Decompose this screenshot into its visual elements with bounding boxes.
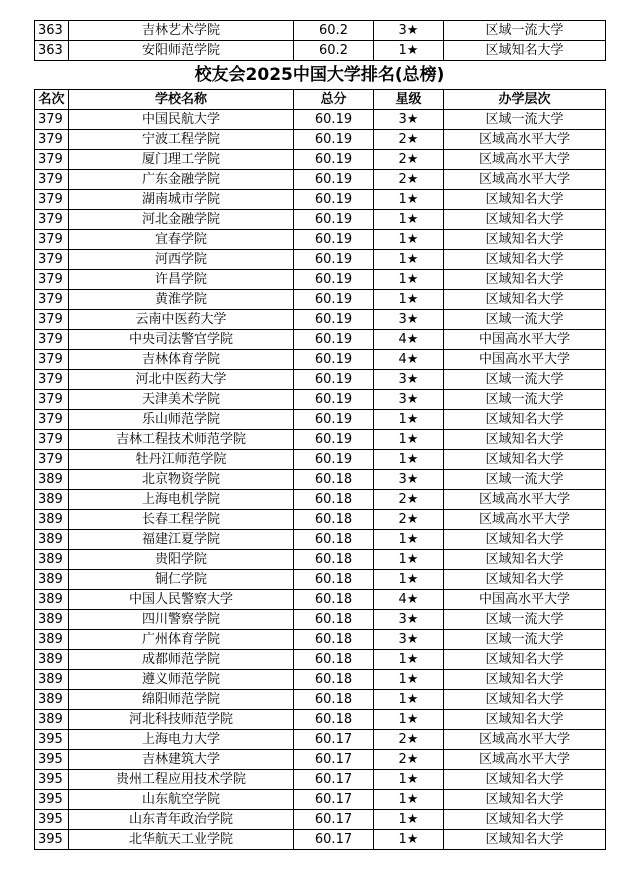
cell-school-name: 黄淮学院 bbox=[69, 290, 294, 310]
cell-rank: 395 bbox=[35, 730, 69, 750]
cell-level: 区域知名大学 bbox=[444, 770, 606, 790]
cell-level: 区域高水平大学 bbox=[444, 730, 606, 750]
cell-school-name: 河北中医药大学 bbox=[69, 370, 294, 390]
cell-school-name: 山东青年政治学院 bbox=[69, 810, 294, 830]
cell-stars: 1★ bbox=[374, 690, 444, 710]
table-row bbox=[35, 590, 606, 610]
cell-score: 60.19 bbox=[294, 150, 374, 170]
table-row bbox=[35, 470, 606, 490]
cell-rank: 379 bbox=[35, 370, 69, 390]
cell-level: 区域知名大学 bbox=[444, 410, 606, 430]
cell-level: 区域知名大学 bbox=[444, 830, 606, 850]
cell-school-name: 安阳师范学院 bbox=[69, 41, 294, 61]
table-row bbox=[35, 830, 606, 850]
cell-level: 区域知名大学 bbox=[444, 650, 606, 670]
table-row bbox=[35, 110, 606, 130]
cell-level: 中国高水平大学 bbox=[444, 590, 606, 610]
cell-stars: 3★ bbox=[374, 310, 444, 330]
cell-score: 60.19 bbox=[294, 270, 374, 290]
table-row bbox=[35, 730, 606, 750]
cell-score: 60.19 bbox=[294, 130, 374, 150]
cell-score: 60.19 bbox=[294, 170, 374, 190]
cell-score: 60.19 bbox=[294, 110, 374, 130]
table-row bbox=[35, 550, 606, 570]
cell-school-name: 吉林艺术学院 bbox=[69, 21, 294, 41]
cell-rank: 389 bbox=[35, 550, 69, 570]
cell-rank: 379 bbox=[35, 310, 69, 330]
cell-rank: 379 bbox=[35, 430, 69, 450]
cell-school-name: 许昌学院 bbox=[69, 270, 294, 290]
cell-rank: 389 bbox=[35, 670, 69, 690]
cell-school-name: 云南中医药大学 bbox=[69, 310, 294, 330]
cell-level: 区域知名大学 bbox=[444, 190, 606, 210]
cell-score: 60.19 bbox=[294, 350, 374, 370]
page-title: 校友会2025中国大学排名(总榜) bbox=[194, 65, 445, 85]
cell-level: 区域一流大学 bbox=[444, 630, 606, 650]
table-row bbox=[35, 690, 606, 710]
cell-score: 60.18 bbox=[294, 490, 374, 510]
cell-score: 60.18 bbox=[294, 630, 374, 650]
cell-score: 60.18 bbox=[294, 570, 374, 590]
cell-score: 60.19 bbox=[294, 210, 374, 230]
cell-level: 区域高水平大学 bbox=[444, 170, 606, 190]
table-row bbox=[35, 370, 606, 390]
cell-stars: 1★ bbox=[374, 410, 444, 430]
cell-score: 60.17 bbox=[294, 750, 374, 770]
cell-rank: 389 bbox=[35, 570, 69, 590]
header-name: 学校名称 bbox=[69, 90, 294, 110]
table-row bbox=[35, 410, 606, 430]
cell-stars: 1★ bbox=[374, 830, 444, 850]
cell-rank: 389 bbox=[35, 590, 69, 610]
cell-level: 区域知名大学 bbox=[444, 670, 606, 690]
table-row bbox=[35, 430, 606, 450]
cell-rank: 379 bbox=[35, 270, 69, 290]
cell-stars: 3★ bbox=[374, 630, 444, 650]
cell-school-name: 厦门理工学院 bbox=[69, 150, 294, 170]
cell-school-name: 宜春学院 bbox=[69, 230, 294, 250]
cell-school-name: 成都师范学院 bbox=[69, 650, 294, 670]
cell-school-name: 吉林工程技术师范学院 bbox=[69, 430, 294, 450]
cell-school-name: 绵阳师范学院 bbox=[69, 690, 294, 710]
cell-score: 60.18 bbox=[294, 470, 374, 490]
table-row bbox=[35, 770, 606, 790]
cell-school-name: 遵义师范学院 bbox=[69, 670, 294, 690]
cell-level: 区域知名大学 bbox=[444, 270, 606, 290]
cell-level: 区域高水平大学 bbox=[444, 750, 606, 770]
cell-score: 60.18 bbox=[294, 550, 374, 570]
cell-rank: 379 bbox=[35, 250, 69, 270]
cell-rank: 379 bbox=[35, 130, 69, 150]
cell-rank: 395 bbox=[35, 810, 69, 830]
cell-stars: 1★ bbox=[374, 650, 444, 670]
cell-rank: 395 bbox=[35, 790, 69, 810]
table-row bbox=[35, 650, 606, 670]
table-row bbox=[35, 270, 606, 290]
cell-level: 区域知名大学 bbox=[444, 690, 606, 710]
cell-stars: 2★ bbox=[374, 750, 444, 770]
cell-stars: 1★ bbox=[374, 250, 444, 270]
cell-stars: 3★ bbox=[374, 370, 444, 390]
cell-school-name: 北京物资学院 bbox=[69, 470, 294, 490]
cell-rank: 389 bbox=[35, 650, 69, 670]
header-score: 总分 bbox=[294, 90, 374, 110]
cell-score: 60.17 bbox=[294, 770, 374, 790]
cell-level: 区域知名大学 bbox=[444, 790, 606, 810]
cell-stars: 1★ bbox=[374, 570, 444, 590]
cell-stars: 3★ bbox=[374, 390, 444, 410]
cell-stars: 1★ bbox=[374, 190, 444, 210]
table-row bbox=[35, 330, 606, 350]
cell-level: 区域知名大学 bbox=[444, 290, 606, 310]
table-row bbox=[35, 610, 606, 630]
cell-level: 区域知名大学 bbox=[444, 430, 606, 450]
header-level: 办学层次 bbox=[444, 90, 606, 110]
cell-rank: 389 bbox=[35, 510, 69, 530]
table-row bbox=[35, 810, 606, 830]
table-row bbox=[35, 290, 606, 310]
cell-stars: 2★ bbox=[374, 170, 444, 190]
cell-score: 60.19 bbox=[294, 250, 374, 270]
cell-school-name: 中国民航大学 bbox=[69, 110, 294, 130]
cell-stars: 4★ bbox=[374, 330, 444, 350]
cell-stars: 1★ bbox=[374, 530, 444, 550]
cell-level: 区域知名大学 bbox=[444, 570, 606, 590]
cell-rank: 379 bbox=[35, 450, 69, 470]
table-row bbox=[35, 210, 606, 230]
cell-score: 60.19 bbox=[294, 390, 374, 410]
cell-level: 区域一流大学 bbox=[444, 370, 606, 390]
cell-level: 区域知名大学 bbox=[444, 810, 606, 830]
table-row bbox=[35, 510, 606, 530]
cell-rank: 395 bbox=[35, 770, 69, 790]
cell-rank: 379 bbox=[35, 390, 69, 410]
cell-rank: 379 bbox=[35, 290, 69, 310]
table-row bbox=[35, 130, 606, 150]
cell-stars: 1★ bbox=[374, 710, 444, 730]
cell-level: 区域一流大学 bbox=[444, 610, 606, 630]
cell-score: 60.18 bbox=[294, 670, 374, 690]
cell-score: 60.18 bbox=[294, 710, 374, 730]
cell-level: 区域一流大学 bbox=[444, 470, 606, 490]
cell-level: 中国高水平大学 bbox=[444, 350, 606, 370]
cell-level: 区域高水平大学 bbox=[444, 490, 606, 510]
cell-stars: 2★ bbox=[374, 490, 444, 510]
cell-score: 60.2 bbox=[294, 21, 374, 41]
table-row bbox=[35, 250, 606, 270]
cell-score: 60.17 bbox=[294, 810, 374, 830]
cell-score: 60.17 bbox=[294, 830, 374, 850]
cell-school-name: 河西学院 bbox=[69, 250, 294, 270]
table-row bbox=[35, 630, 606, 650]
table-header-row bbox=[35, 90, 606, 110]
cell-level: 区域高水平大学 bbox=[444, 150, 606, 170]
header-stars: 星级 bbox=[374, 90, 444, 110]
cell-school-name: 中国人民警察大学 bbox=[69, 590, 294, 610]
cell-score: 60.18 bbox=[294, 690, 374, 710]
cell-school-name: 上海电机学院 bbox=[69, 490, 294, 510]
cell-school-name: 四川警察学院 bbox=[69, 610, 294, 630]
cell-score: 60.19 bbox=[294, 230, 374, 250]
cell-score: 60.19 bbox=[294, 430, 374, 450]
cell-rank: 395 bbox=[35, 750, 69, 770]
ranking-table bbox=[34, 89, 606, 850]
table-row bbox=[35, 710, 606, 730]
cell-score: 60.19 bbox=[294, 310, 374, 330]
cell-level: 区域知名大学 bbox=[444, 41, 606, 61]
cell-level: 区域一流大学 bbox=[444, 110, 606, 130]
cell-stars: 1★ bbox=[374, 770, 444, 790]
table-row bbox=[35, 670, 606, 690]
cell-level: 区域知名大学 bbox=[444, 710, 606, 730]
cell-school-name: 长春工程学院 bbox=[69, 510, 294, 530]
cell-score: 60.19 bbox=[294, 450, 374, 470]
table-row bbox=[35, 450, 606, 470]
cell-school-name: 牡丹江师范学院 bbox=[69, 450, 294, 470]
cell-school-name: 吉林体育学院 bbox=[69, 350, 294, 370]
cell-rank: 389 bbox=[35, 490, 69, 510]
cell-level: 区域一流大学 bbox=[444, 21, 606, 41]
cell-rank: 379 bbox=[35, 110, 69, 130]
cell-score: 60.19 bbox=[294, 190, 374, 210]
cell-stars: 1★ bbox=[374, 41, 444, 61]
cell-school-name: 中央司法警官学院 bbox=[69, 330, 294, 350]
cell-rank: 389 bbox=[35, 530, 69, 550]
cell-school-name: 北华航天工业学院 bbox=[69, 830, 294, 850]
cell-stars: 1★ bbox=[374, 670, 444, 690]
cell-stars: 1★ bbox=[374, 430, 444, 450]
cell-rank: 379 bbox=[35, 330, 69, 350]
cell-score: 60.2 bbox=[294, 41, 374, 61]
cell-score: 60.18 bbox=[294, 590, 374, 610]
cell-school-name: 吉林建筑大学 bbox=[69, 750, 294, 770]
cell-stars: 1★ bbox=[374, 550, 444, 570]
cell-level: 区域高水平大学 bbox=[444, 510, 606, 530]
cell-school-name: 河北金融学院 bbox=[69, 210, 294, 230]
header-rank: 名次 bbox=[35, 90, 69, 110]
cell-stars: 3★ bbox=[374, 610, 444, 630]
cell-school-name: 福建江夏学院 bbox=[69, 530, 294, 550]
cell-level: 区域知名大学 bbox=[444, 210, 606, 230]
cell-rank: 389 bbox=[35, 470, 69, 490]
cell-level: 中国高水平大学 bbox=[444, 330, 606, 350]
table-row bbox=[35, 350, 606, 370]
cell-stars: 1★ bbox=[374, 270, 444, 290]
cell-rank: 379 bbox=[35, 210, 69, 230]
cell-rank: 379 bbox=[35, 230, 69, 250]
cell-stars: 1★ bbox=[374, 210, 444, 230]
cell-school-name: 天津美术学院 bbox=[69, 390, 294, 410]
cell-level: 区域知名大学 bbox=[444, 450, 606, 470]
cell-school-name: 贵阳学院 bbox=[69, 550, 294, 570]
cell-school-name: 铜仁学院 bbox=[69, 570, 294, 590]
cell-stars: 3★ bbox=[374, 470, 444, 490]
cell-school-name: 乐山师范学院 bbox=[69, 410, 294, 430]
cell-stars: 2★ bbox=[374, 510, 444, 530]
previous-ranking-rows bbox=[34, 20, 606, 61]
cell-stars: 3★ bbox=[374, 110, 444, 130]
table-row bbox=[35, 530, 606, 550]
cell-score: 60.18 bbox=[294, 650, 374, 670]
cell-level: 区域一流大学 bbox=[444, 310, 606, 330]
cell-stars: 1★ bbox=[374, 290, 444, 310]
table-row bbox=[35, 790, 606, 810]
cell-score: 60.19 bbox=[294, 290, 374, 310]
cell-score: 60.18 bbox=[294, 530, 374, 550]
cell-stars: 2★ bbox=[374, 730, 444, 750]
cell-stars: 1★ bbox=[374, 230, 444, 250]
cell-level: 区域一流大学 bbox=[444, 390, 606, 410]
table-row bbox=[35, 490, 606, 510]
table-row bbox=[35, 150, 606, 170]
cell-school-name: 湖南城市学院 bbox=[69, 190, 294, 210]
cell-score: 60.17 bbox=[294, 730, 374, 750]
table-row bbox=[35, 21, 606, 41]
cell-score: 60.19 bbox=[294, 330, 374, 350]
cell-school-name: 河北科技师范学院 bbox=[69, 710, 294, 730]
table-row bbox=[35, 190, 606, 210]
cell-school-name: 广州体育学院 bbox=[69, 630, 294, 650]
cell-rank: 379 bbox=[35, 350, 69, 370]
table-row bbox=[35, 390, 606, 410]
table-row bbox=[35, 310, 606, 330]
cell-rank: 363 bbox=[35, 41, 69, 61]
cell-rank: 389 bbox=[35, 710, 69, 730]
cell-level: 区域知名大学 bbox=[444, 530, 606, 550]
cell-rank: 389 bbox=[35, 610, 69, 630]
cell-stars: 1★ bbox=[374, 450, 444, 470]
table-row bbox=[35, 41, 606, 61]
cell-score: 60.18 bbox=[294, 610, 374, 630]
cell-stars: 3★ bbox=[374, 21, 444, 41]
cell-school-name: 山东航空学院 bbox=[69, 790, 294, 810]
table-row bbox=[35, 570, 606, 590]
cell-rank: 379 bbox=[35, 170, 69, 190]
table-row bbox=[35, 230, 606, 250]
cell-level: 区域知名大学 bbox=[444, 250, 606, 270]
cell-school-name: 贵州工程应用技术学院 bbox=[69, 770, 294, 790]
table-row bbox=[35, 170, 606, 190]
cell-rank: 363 bbox=[35, 21, 69, 41]
cell-rank: 379 bbox=[35, 410, 69, 430]
cell-rank: 379 bbox=[35, 150, 69, 170]
cell-stars: 1★ bbox=[374, 790, 444, 810]
cell-rank: 389 bbox=[35, 690, 69, 710]
cell-stars: 2★ bbox=[374, 150, 444, 170]
cell-stars: 1★ bbox=[374, 810, 444, 830]
cell-score: 60.19 bbox=[294, 410, 374, 430]
cell-level: 区域知名大学 bbox=[444, 550, 606, 570]
cell-level: 区域知名大学 bbox=[444, 230, 606, 250]
cell-score: 60.17 bbox=[294, 790, 374, 810]
cell-rank: 389 bbox=[35, 630, 69, 650]
cell-rank: 395 bbox=[35, 830, 69, 850]
cell-score: 60.19 bbox=[294, 370, 374, 390]
cell-school-name: 广东金融学院 bbox=[69, 170, 294, 190]
cell-score: 60.18 bbox=[294, 510, 374, 530]
cell-school-name: 上海电力大学 bbox=[69, 730, 294, 750]
table-row bbox=[35, 750, 606, 770]
cell-school-name: 宁波工程学院 bbox=[69, 130, 294, 150]
cell-stars: 4★ bbox=[374, 590, 444, 610]
cell-stars: 4★ bbox=[374, 350, 444, 370]
cell-rank: 379 bbox=[35, 190, 69, 210]
cell-stars: 2★ bbox=[374, 130, 444, 150]
cell-level: 区域高水平大学 bbox=[444, 130, 606, 150]
